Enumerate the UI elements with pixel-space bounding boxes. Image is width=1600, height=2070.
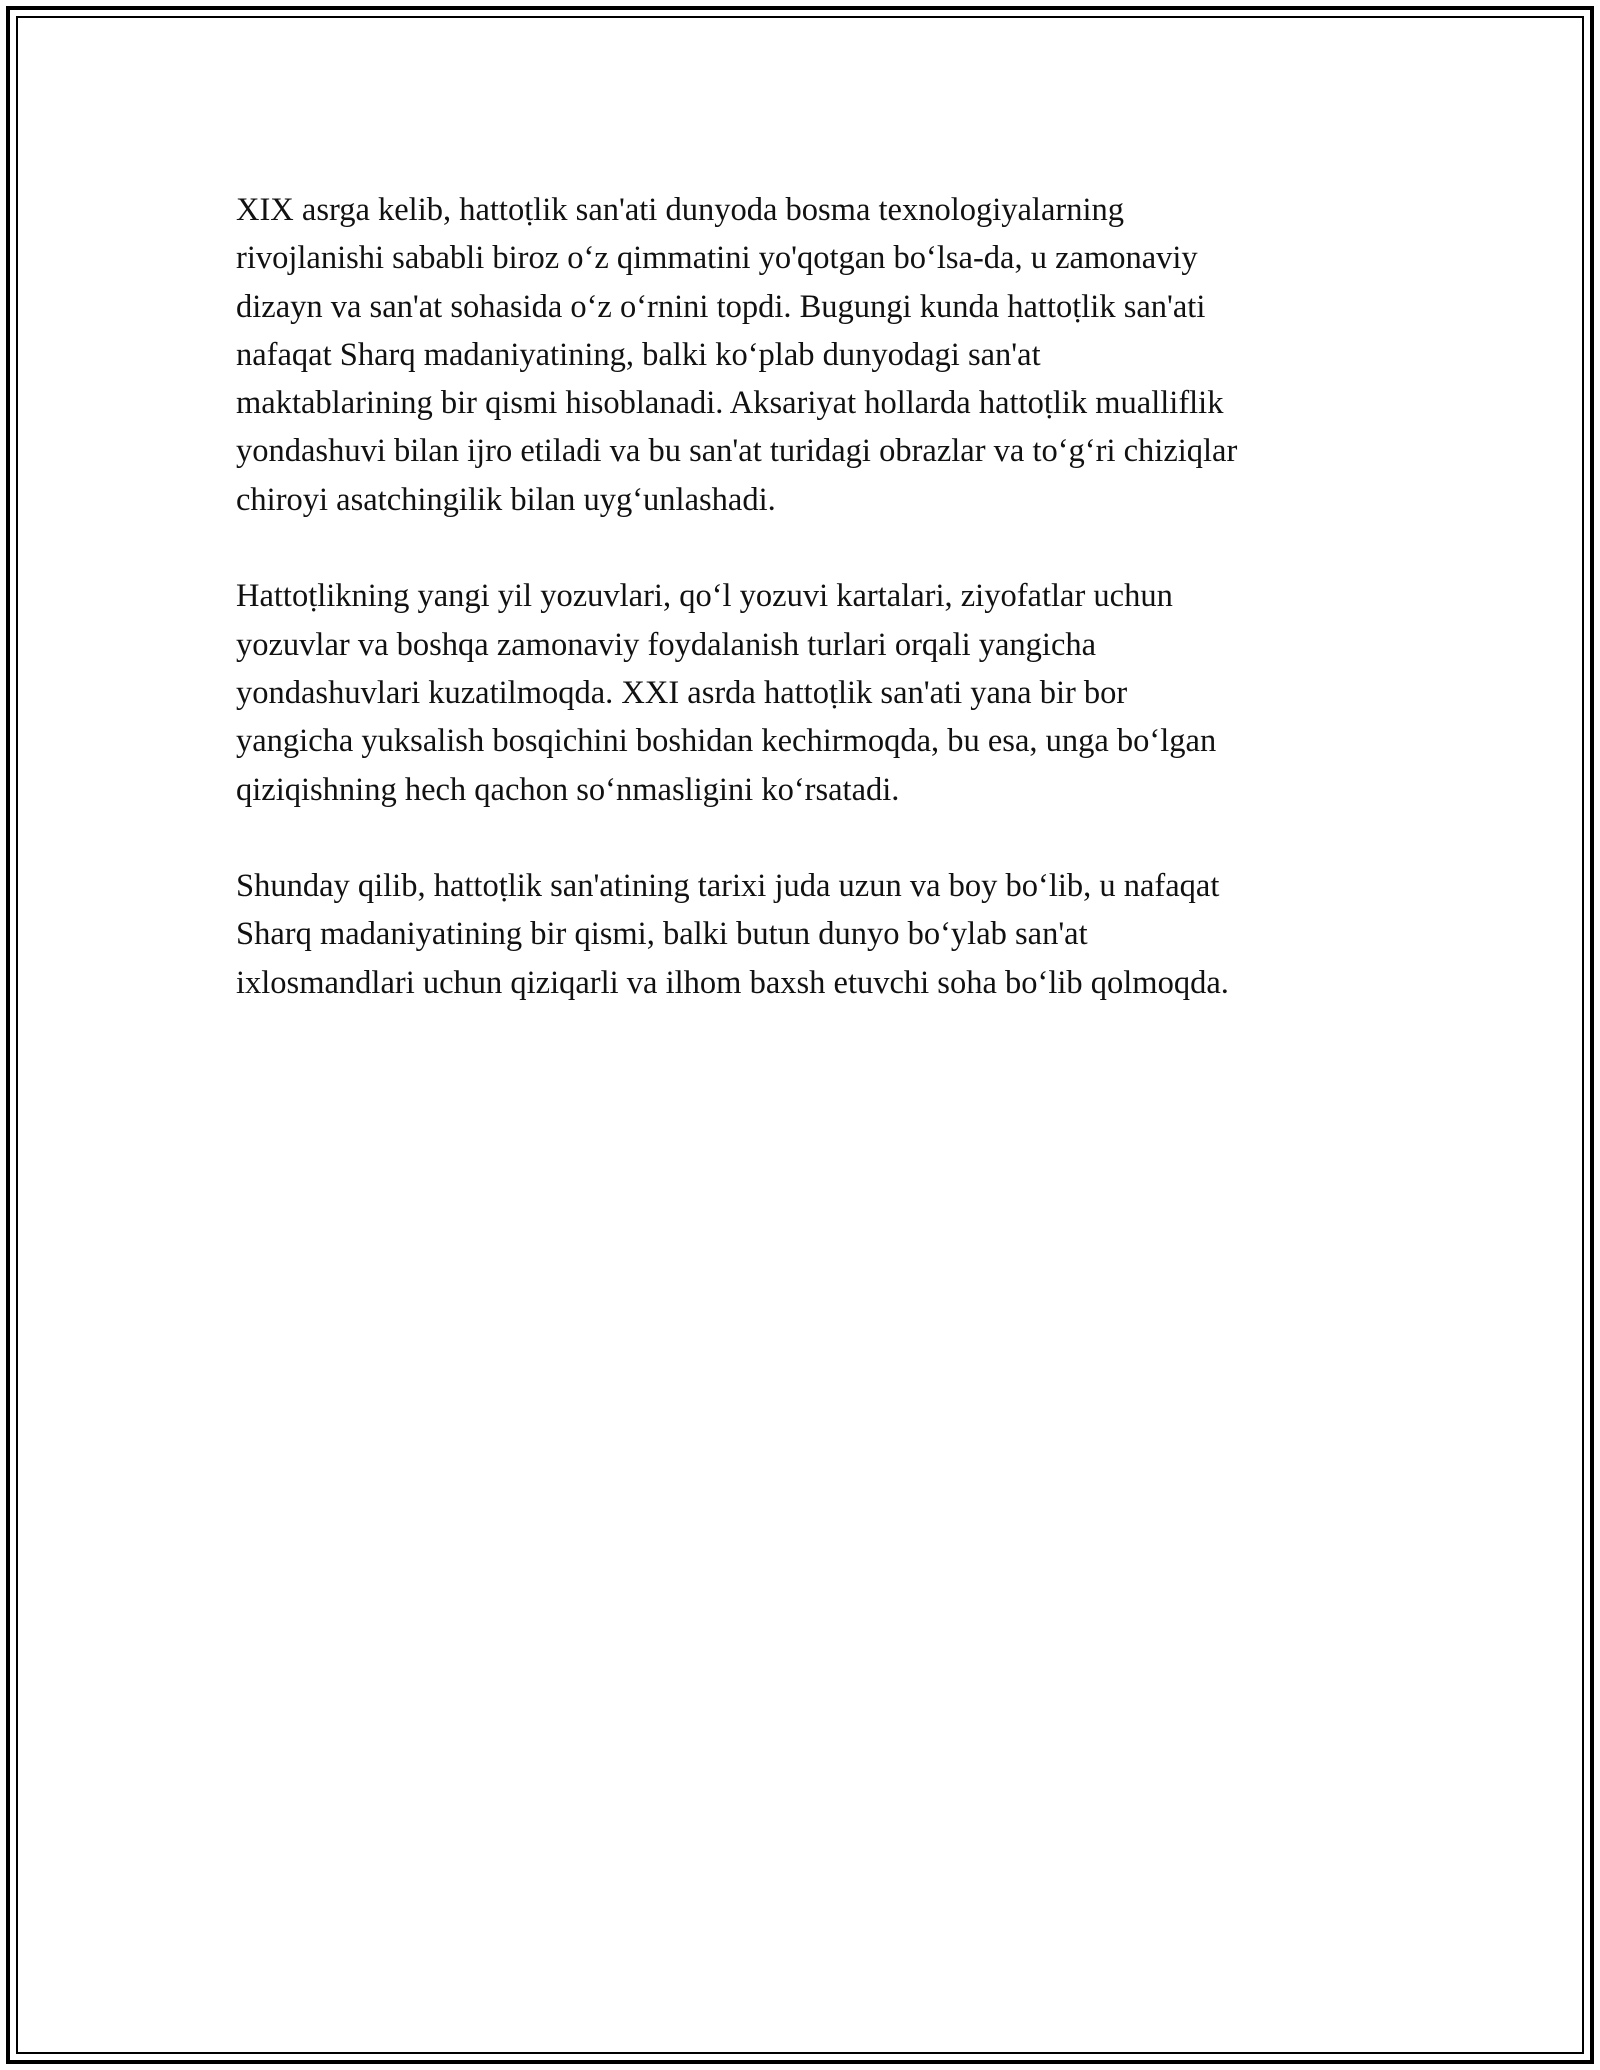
document-body <box>236 186 1381 1055</box>
paragraph-1: XIX asrga kelib, hattoṭlik san'ati dunyoda bosma texnologiyalarning rivojlanishi sababli biroz o‘z qimmatini yo'qotgan bo‘lsa-da, u zamonaviy dizayn va san'at sohasida o‘z o‘rnini topdi. Bugungi kunda hattoṭlik san'ati nafaqat Sharq madaniyatining, balki ko‘plab dunyodagi san'at maktablarining bir qismi hisoblanadi. Aksariyat hollarda hattoṭlik mualliflik yondashuvi bilan ijro etiladi va bu san'at turidagi obrazlar va to‘g‘ri chiziqlar chiroyi asatchingilik bilan uyg‘unlashadi. <box>236 192 1238 518</box>
paragraph-2: Hattoṭlikning yangi yil yozuvlari, qo‘l yozuvi kartalari, ziyofatlar uchun yozuvlar va boshqa zamonaviy foydalanish turlari orqali yangicha yondashuvlari kuzatilmoqda. XXI asrda hattoṭlik san'ati yana bir bor yangicha yuksalish bosqichini boshidan kechirmoqda, bu esa, unga bo‘lgan qiziqishning hech qachon so‘nmasligini ko‘rsatadi. <box>236 578 1217 808</box>
paragraph-3: Shunday qilib, hattoṭlik san'atining tarixi juda uzun va boy bo‘lib, u nafaqat Sharq madaniyatining bir qismi, balki butun dunyo bo‘ylab san'at ixlosmandlari uchun qiziqarli va ilhom baxsh etuvchi soha bo‘lib qolmoqda. <box>236 868 1229 1001</box>
